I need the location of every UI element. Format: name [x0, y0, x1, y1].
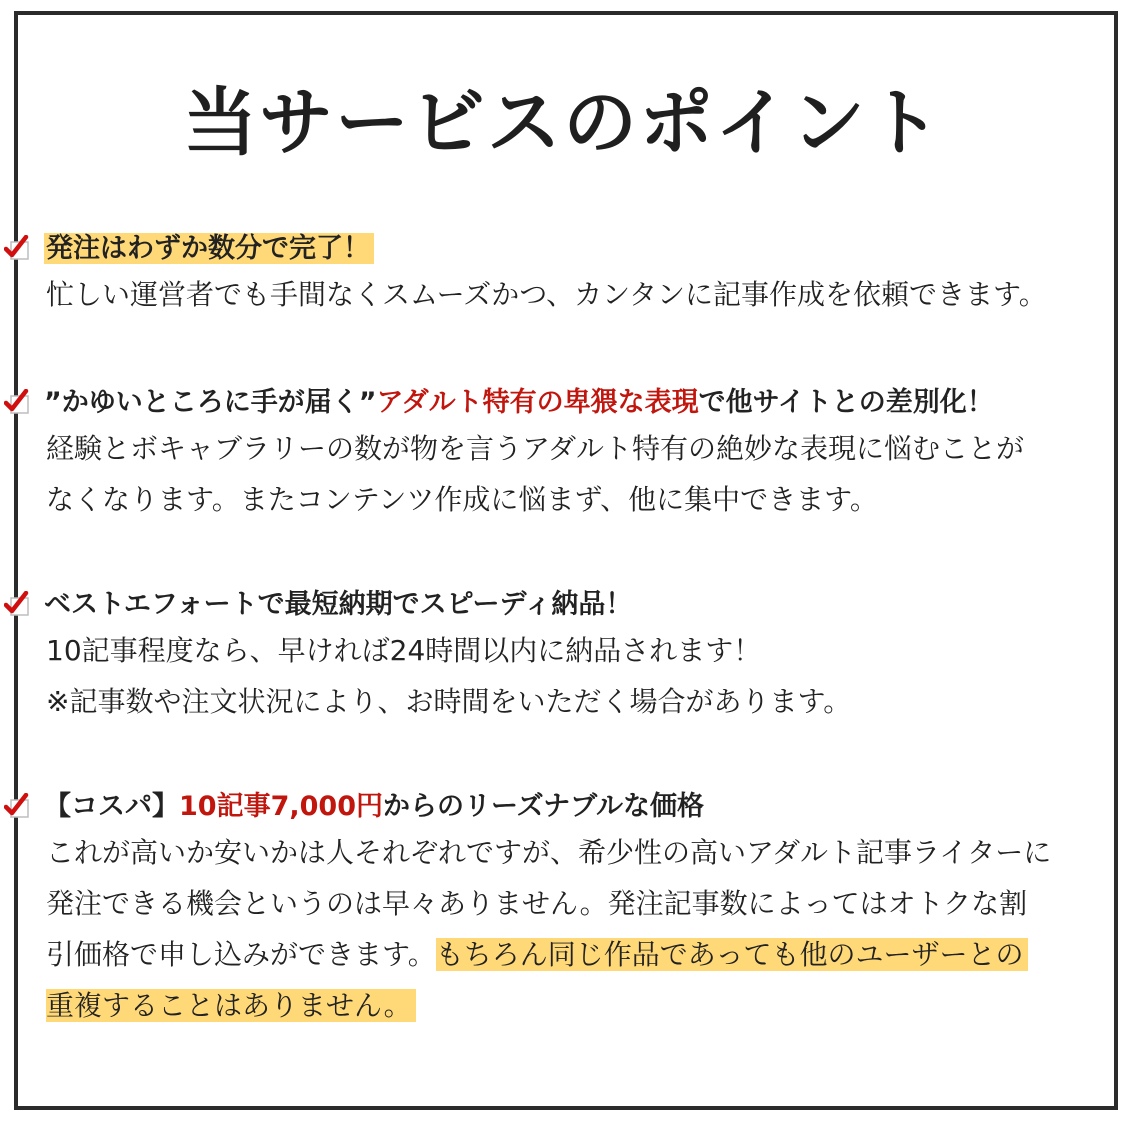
- body-line: 経験とボキャブラリーの数が物を言うアダルト特有の絶妙な表現に悩むことが: [46, 432, 1025, 465]
- point-heading-text: [44, 383, 994, 423]
- body-line: ※記事数や注文状況により、お時間をいただく場合があります。: [46, 685, 852, 718]
- point-body: [46, 423, 1106, 525]
- heading-suffix: で他サイトとの差別化！: [698, 387, 994, 418]
- checkbox-checked-icon: [4, 793, 30, 819]
- heading-red-emphasis: アダルト特有の卑猥な表現: [376, 387, 699, 418]
- checkbox-checked-icon: [4, 389, 30, 415]
- point-heading-text: [44, 229, 374, 269]
- body-line: [46, 929, 1106, 980]
- point-body: [46, 269, 1106, 320]
- body-line: なくなります。またコンテンツ作成に悩まず、他に集中できます。: [46, 483, 878, 516]
- point-heading-text: ベストエフォートで最短納期でスピーディ納品！: [44, 589, 633, 620]
- checkbox-checked-icon: [4, 235, 30, 261]
- body-highlight: 重複することはありません。: [46, 989, 416, 1022]
- point-body: [46, 827, 1106, 1031]
- point-heading-text: [44, 787, 704, 827]
- heading-prefix: ”かゆいところに手が届く”: [44, 387, 377, 418]
- heading-highlight: 発注はわずか数分で完了！: [44, 233, 374, 264]
- page-title: 当サービスのポイント: [183, 80, 943, 166]
- heading-suffix: からのリーズナブルな価格: [382, 791, 705, 822]
- point-body: [46, 625, 1106, 727]
- heading-prefix: 【コスパ】: [44, 791, 179, 822]
- body-line: 10記事程度なら、早ければ24時間以内に納品されます！: [46, 634, 762, 667]
- body-line: [46, 980, 1106, 1031]
- body-line: 忙しい運営者でも手間なくスムーズかつ、カンタンに記事作成を依頼できます。: [46, 278, 1047, 311]
- heading-red-emphasis: 10記事7,000円: [179, 791, 383, 822]
- body-line: 発注できる機会というのは早々ありません。発注記事数によってはオトクな割: [46, 887, 1028, 920]
- checkbox-checked-icon: [4, 591, 30, 617]
- body-plain-text: 引価格で申し込みができます。: [46, 938, 436, 971]
- body-line: これが高いか安いかは人それぞれですが、希少性の高いアダルト記事ライターに: [46, 836, 1052, 869]
- body-highlight: もちろん同じ作品であっても他のユーザーとの: [436, 938, 1028, 971]
